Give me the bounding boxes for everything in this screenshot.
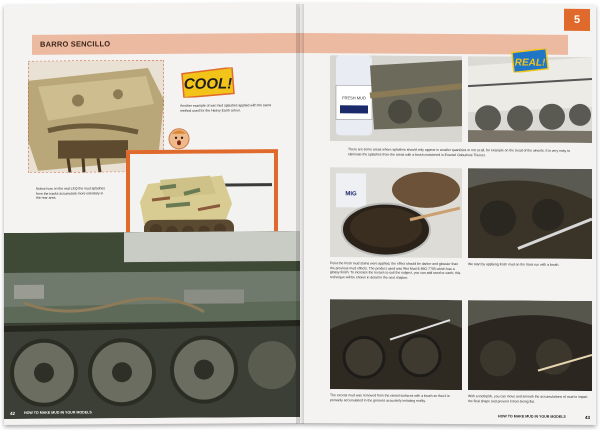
cool-badge — [180, 67, 236, 97]
real-badge — [510, 48, 550, 72]
cool-badge-text: COOL! — [183, 75, 233, 93]
left-page — [4, 3, 300, 425]
book-gutter — [296, 4, 304, 424]
caption-start: We start by applying fresh mud on the track run with a brush. — [468, 262, 560, 267]
chapter-tab: 5 — [564, 9, 590, 31]
page-number-right: 43 — [584, 414, 590, 420]
caption-toothpick: With a toothpick, you can move and smooth the accumulations of mud to impart the final shape and prevent it from being flat. — [468, 394, 588, 404]
caption-cool: Another example of wet mud splashes applied with the same method used for the Heavy Earth colour. — [180, 103, 272, 113]
photo-mud-jars — [330, 167, 462, 258]
photo-toothpick-mud — [468, 300, 592, 391]
page-number-left: 42 — [10, 410, 16, 416]
footer-right: HOW TO MAKE MUD IN YOUR MODELS — [498, 414, 566, 419]
surprised-face-icon — [168, 128, 190, 150]
right-page — [300, 3, 596, 425]
photo-track-mud-brush — [468, 168, 592, 259]
photo-excess-mud — [330, 299, 462, 390]
photo-real-tank — [4, 231, 300, 419]
caption-rear: Notice how on the real LEQ the mud splashes from the tracks accumulate more intensely in the rear area. — [36, 186, 105, 200]
photo-jar-wheels — [330, 55, 462, 142]
caption-fresh: Point the fresh mud stains were applied, the effect should be darker and glossier than the previous mud effects. The product used was Wet Mud & MIG-7705 which has a glossy finish. To increase the texture to suit the subject, you can add sand or earth; this technique will be shown in detail in the next chapter. — [330, 261, 461, 280]
section-title: BARRO SENCILLO — [40, 39, 111, 49]
caption-excess: The excess mud was removed from the raised surfaces with a brush so that it is primarily accumulated in the grooves accurately imitating reality. — [330, 393, 450, 403]
real-badge-text: REAL! — [514, 57, 546, 69]
jar-label-1: FRESH MUD — [342, 95, 366, 101]
section-header — [32, 33, 300, 55]
caption-wheels: There are some areas where splashes should only appear in smaller quantities or not at all, for example on the tread of the wheels. It is very easy to eliminate the splashes from the areas with a brush moistened in Enamel Odourless Thinner. — [348, 147, 571, 157]
footer-left: HOW TO MAKE MUD IN YOUR MODELS — [24, 410, 92, 415]
jar-label-2: MIG — [345, 191, 357, 198]
